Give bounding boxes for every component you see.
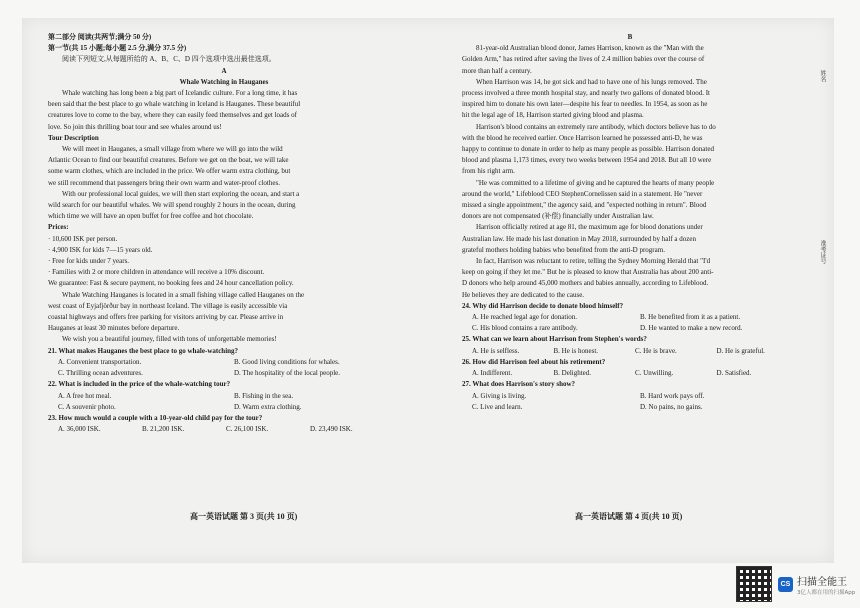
option-row bbox=[462, 368, 798, 379]
scanner-watermark bbox=[736, 566, 855, 602]
text-line: Prices: bbox=[48, 223, 69, 232]
text-line: inspired him to donate his own later—despite his fear to needles. In 1954, as soon as he bbox=[462, 100, 708, 109]
scanner-app-name: 扫描全能王 bbox=[797, 576, 847, 588]
answer-option: A. He reached legal age for donation. bbox=[472, 313, 577, 322]
text-line: He believes they are dedicated to the cause. bbox=[462, 290, 585, 299]
question-stem: 22. What is included in the price of the whale-watching tour? bbox=[48, 380, 231, 389]
qr-code-icon bbox=[736, 566, 772, 602]
text-line: Australian law. He made his last donation in May 2018, surrounded by half a dozen bbox=[462, 234, 696, 243]
answer-option: D. The hospitality of the local people. bbox=[234, 369, 341, 378]
margin-id-label: 准考证号 bbox=[819, 240, 825, 264]
answer-option: A. 36,000 ISK. bbox=[58, 425, 101, 434]
option-row bbox=[48, 368, 400, 379]
text-line: · 10,600 ISK per person. bbox=[48, 234, 118, 243]
text-line: some warm clothes, which are included in the price. We offer warm extra clothing, but bbox=[48, 167, 291, 176]
answer-option: B. Fishing in the sea. bbox=[234, 391, 294, 400]
option-row bbox=[48, 357, 400, 368]
option-row bbox=[462, 391, 798, 402]
answer-option: B. He is honest. bbox=[553, 346, 599, 355]
text-line: In fact, Harrison was reluctant to retire, telling the Sydney Morning Herald that "I'd bbox=[476, 257, 711, 266]
text-line: 阅读下列短文,从每题所给的 A、B、C、D 四个选项中选出最佳选项。 bbox=[62, 55, 276, 64]
answer-option: D. Satisfied. bbox=[716, 369, 752, 378]
text-line: We wish you a beautiful journey, filled with tons of unforgettable memories! bbox=[62, 335, 277, 344]
text-line: creatures love to come to the bay, where they can easily feed themselves and get loads of bbox=[48, 111, 297, 120]
text-line: We guarantee: Fast & secure payment, no booking fees and 24 hour cancellation policy. bbox=[48, 279, 294, 288]
option-row bbox=[48, 391, 400, 402]
answer-option: B. Good living conditions for whales. bbox=[234, 357, 340, 366]
text-line: donors are not compensated (补偿) financially under Australian law. bbox=[462, 212, 654, 221]
text-line: · Families with 2 or more children in attendance will receive a 10% discount. bbox=[48, 268, 265, 277]
text-line: Whale Watching Hauganes is located in a small fishing village called Hauganes on the bbox=[62, 290, 305, 299]
question-stem: 27. What does Harrison's story show? bbox=[462, 380, 576, 389]
text-line: · Free for kids under 7 years. bbox=[48, 257, 130, 266]
text-line: process involved a three month hospital stay, and nearly two gallons of donated blood. It bbox=[462, 89, 710, 98]
text-line: 81-year-old Australian blood donor, James Harrison, known as the "Man with the bbox=[476, 44, 704, 53]
page-footer-right: 高一英语试题 第 4 页(共 10 页) bbox=[575, 512, 683, 521]
passage-a bbox=[48, 32, 400, 346]
answer-option: B. 21,200 ISK. bbox=[142, 425, 185, 434]
text-line: When Harrison was 14, he got sick and had to have one of his lungs removed. The bbox=[476, 77, 707, 86]
text-line: Harrison's blood contains an extremely rare antibody, which doctors believe has to do bbox=[476, 122, 716, 131]
text-line: · 4,900 ISK for kids 7—15 years old. bbox=[48, 245, 153, 254]
scanner-slogan: 3亿人都在用的扫描App bbox=[797, 589, 856, 596]
text-line: With our professional local guides, we will then start exploring the ocean, and start a bbox=[62, 189, 300, 198]
text-line: grateful mothers holding babies who benefited from the anti-D program. bbox=[462, 245, 665, 254]
text-line: hit the legal age of 18, Harrison started giving blood and plasma. bbox=[462, 111, 644, 120]
text-line: Hauganes at least 30 minutes before departure. bbox=[48, 324, 180, 333]
text-line: which time we will have an open buffet for free coffee and hot chocolate. bbox=[48, 212, 254, 221]
option-row bbox=[462, 346, 798, 357]
text-line: wild search for our beautiful whales. We will spend roughly 2 hours in the ocean, during bbox=[48, 201, 296, 210]
answer-option: A. Giving is living. bbox=[472, 391, 527, 400]
text-line: Harrison officially retired at age 81, the maximum age for blood donations under bbox=[476, 223, 703, 232]
text-line: Tour Description bbox=[48, 133, 99, 142]
answer-option: B. He benefited from it as a patient. bbox=[640, 313, 741, 322]
answer-option: D. Warm extra clothing. bbox=[234, 402, 302, 411]
text-line: been said that the best place to go whale watching in Iceland is Hauganes. These beautiful bbox=[48, 100, 301, 109]
answer-option: C. His blood contains a rare antibody. bbox=[472, 324, 578, 333]
option-row bbox=[48, 402, 400, 413]
passage-b bbox=[462, 32, 798, 301]
text-line: A bbox=[221, 66, 227, 75]
text-line: Golden Arm," has retired after saving the lives of 2.4 million babies over the course of bbox=[462, 55, 705, 64]
text-line: with the blood he received earlier. Once Harrison learned he possessed anti-D, he was bbox=[462, 133, 703, 142]
question-stem: 24. Why did Harrison decide to donate blood himself? bbox=[462, 301, 624, 310]
answer-option: B. Hard work pays off. bbox=[640, 391, 705, 400]
answer-option: C. Thrilling ocean adventures. bbox=[58, 369, 143, 378]
question-stem: 25. What can we learn about Harrison from Stephen's words? bbox=[462, 335, 647, 344]
text-line: blood and plasma 1,173 times, every two weeks between 1954 and 2018. But all 10 were bbox=[462, 156, 712, 165]
text-line: coastal highways and offers free parking for visitors arriving by car. Please arrive in bbox=[48, 313, 284, 322]
answer-option: C. 26,100 ISK. bbox=[226, 425, 269, 434]
option-row bbox=[462, 312, 798, 323]
text-line: keep on going if they let me." But he is pleased to know that Australia has about 200 anti- bbox=[462, 268, 714, 277]
answer-option: D. He wanted to make a new record. bbox=[640, 324, 743, 333]
answer-option: A. He is selfless. bbox=[472, 346, 520, 355]
text-line: D donors who help around 45,000 mothers and babies annually, according to Lifeblood. bbox=[462, 279, 709, 288]
option-row bbox=[462, 323, 798, 334]
question-stem: 23. How much would a couple with a 10-year-old child pay for the tour? bbox=[48, 413, 263, 422]
text-line: Atlantic Ocean to find our beautiful creatures. Before we get on the boat, we will take bbox=[48, 156, 289, 165]
answer-option: D. No pains, no gains. bbox=[640, 402, 703, 411]
text-line: "He was committed to a lifetime of giving and he captured the hearts of many people bbox=[476, 178, 715, 187]
text-line: We will meet in Hauganes, a small village from where we will go into the wild bbox=[62, 145, 283, 154]
question-stem: 21. What makes Hauganes the best place to go whale-watching? bbox=[48, 346, 239, 355]
text-line: west coast of Eyjafjörður bay in northeast Iceland. The village is easily accessible via bbox=[48, 301, 288, 310]
option-row bbox=[462, 402, 798, 413]
page-left bbox=[48, 32, 400, 435]
scanner-brand bbox=[797, 573, 855, 596]
text-line: 第一节(共 15 小题;每小题 2.5 分,满分 37.5 分) bbox=[48, 44, 187, 53]
questions-a bbox=[48, 346, 400, 436]
text-line: happy to continue to donate in order to help as many people as possible. Harrison donated bbox=[462, 145, 714, 154]
answer-option: A. Indifferent. bbox=[472, 369, 513, 378]
text-line: missed a single appointment," the agency said, and "expected nothing in return". Blood bbox=[462, 201, 707, 210]
text-line: from his right arm. bbox=[462, 167, 515, 176]
text-line: B bbox=[627, 33, 633, 41]
answer-option: C. A souvenir photo. bbox=[58, 402, 116, 411]
text-line: more than half a century. bbox=[462, 66, 532, 75]
answer-option: A. Convenient transportation. bbox=[58, 357, 142, 366]
answer-option: D. 23,490 ISK. bbox=[310, 425, 353, 434]
text-line: love. So join this thrilling boat tour and see whales around us! bbox=[48, 122, 222, 131]
scanner-logo-icon: CS bbox=[778, 577, 793, 592]
text-line: we still recommend that passengers bring their own warm and water-proof clothes. bbox=[48, 178, 280, 187]
question-stem: 26. How did Harrison feel about his retirement? bbox=[462, 357, 606, 366]
answer-option: C. Unwilling. bbox=[635, 369, 674, 378]
answer-option: B. Delighted. bbox=[553, 369, 592, 378]
option-row bbox=[48, 424, 400, 435]
text-line: Whale Watching in Hauganes bbox=[179, 77, 269, 86]
page-right bbox=[462, 32, 798, 413]
text-line: Whale watching has long been a big part of Icelandic culture. For a long time, it has bbox=[62, 89, 298, 98]
answer-option: C. Live and learn. bbox=[472, 402, 523, 411]
answer-option: A. A free hot meal. bbox=[58, 391, 112, 400]
answer-option: D. He is grateful. bbox=[716, 346, 765, 355]
questions-b bbox=[462, 301, 798, 413]
margin-name-label: 姓名 bbox=[819, 70, 825, 82]
text-line: around the world," Lifeblood CEO StephenCornelissen said in a statement. He "never bbox=[462, 189, 703, 198]
text-line: 第二部分 阅读(共两节;满分 50 分) bbox=[48, 33, 152, 41]
answer-option: C. He is brave. bbox=[635, 346, 677, 355]
page-footer-left: 高一英语试题 第 3 页(共 10 页) bbox=[190, 512, 298, 521]
